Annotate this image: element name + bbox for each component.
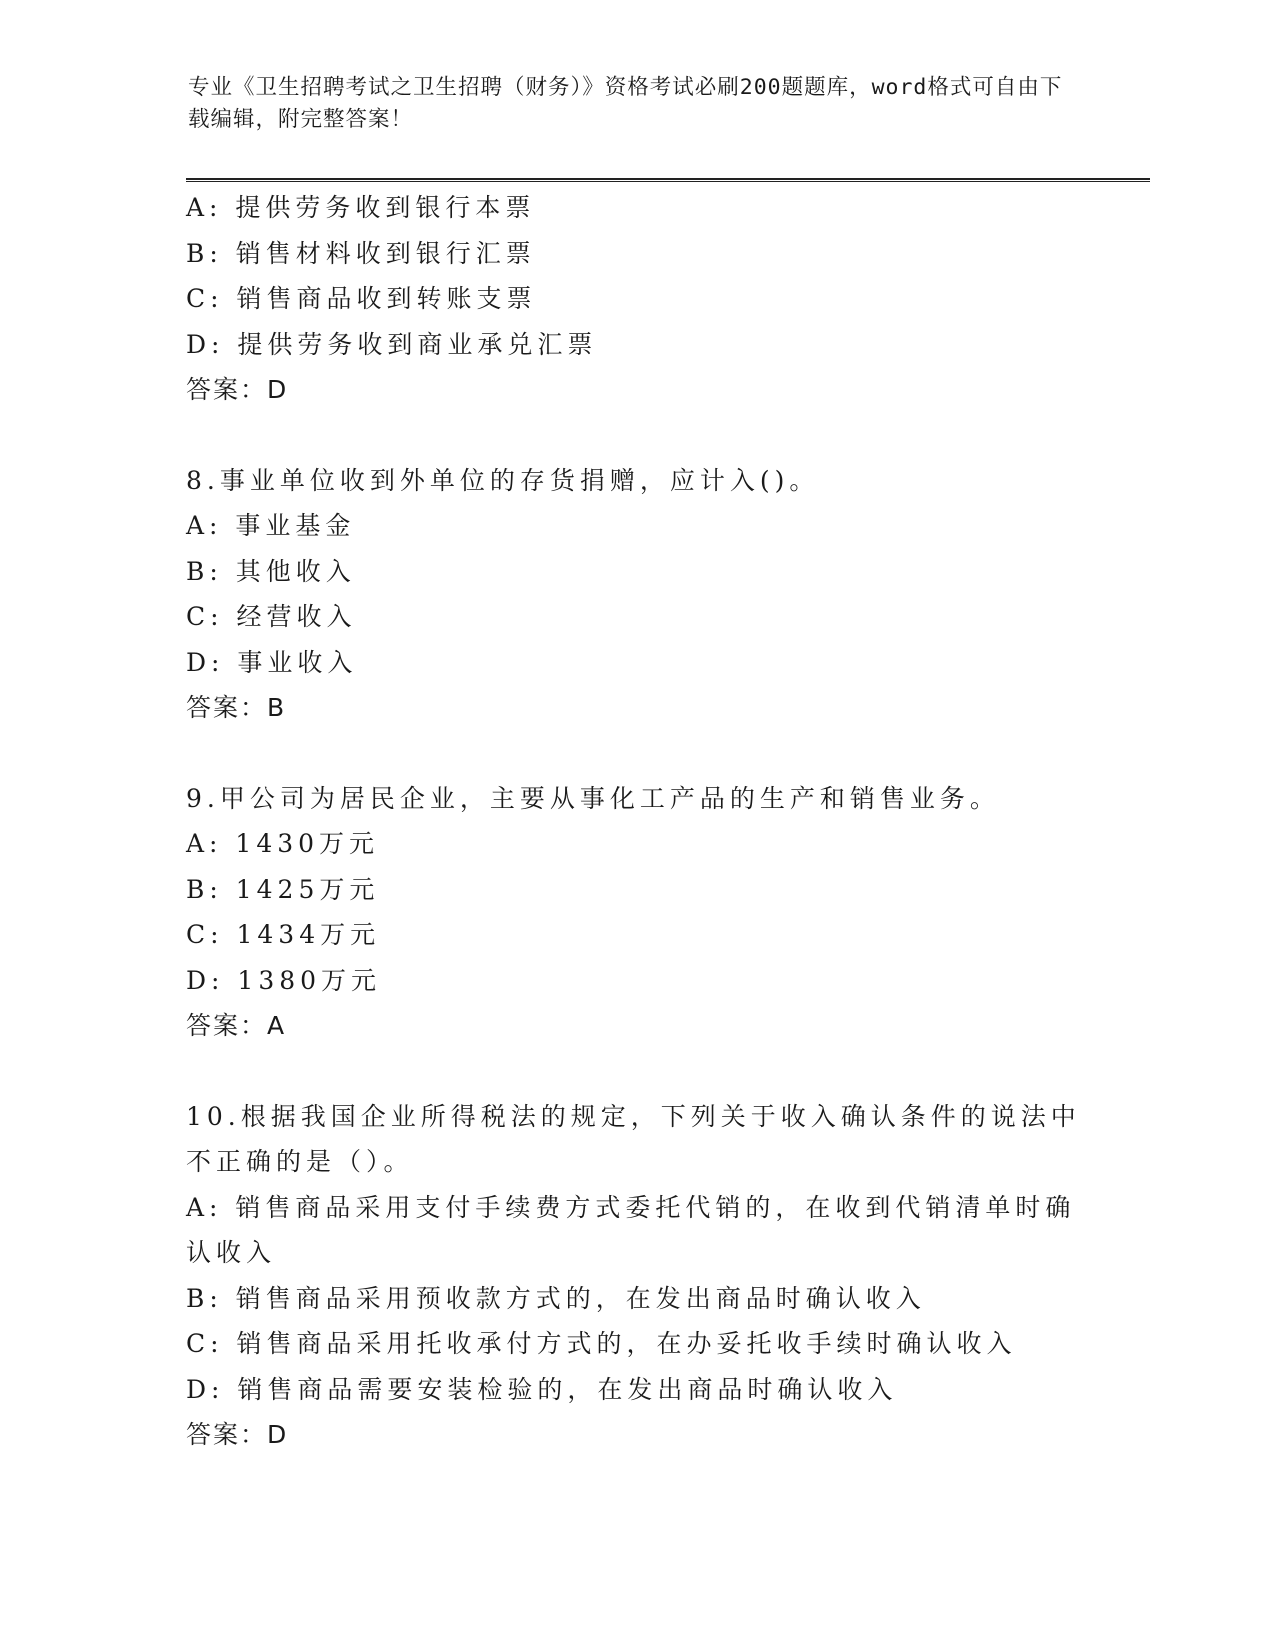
question-text: 9.甲公司为居民企业，主要从事化工产品的生产和销售业务。 xyxy=(186,783,1000,813)
question-text: 8.事业单位收到外单位的存货捐赠，应计入()。 xyxy=(186,465,820,495)
option-a: A: 1430万元 xyxy=(186,829,380,858)
question-text: 10.根据我国企业所得税法的规定，下列关于收入确认条件的说法中不正确的是（）。 xyxy=(186,1101,1081,1176)
option-b: B: 销售材料收到银行汇票 xyxy=(186,238,536,268)
question-7-continued xyxy=(186,185,1086,413)
option-b: B: 其他收入 xyxy=(186,556,356,586)
header-divider xyxy=(186,178,1150,182)
option-c: C: 1434万元 xyxy=(186,920,381,949)
page-header: 专业《卫生招聘考试之卫生招聘（财务）》资格考试必刷200题题库，word格式可自由下载编辑，附完整答案！ xyxy=(188,75,1063,132)
option-b: B: 1425万元 xyxy=(186,874,380,904)
question-9 xyxy=(186,776,1086,1049)
document-body xyxy=(186,185,1086,1458)
answer-line: 答案：A xyxy=(186,1011,287,1040)
option-b: B: 销售商品采用预收款方式的，在发出商品时确认收入 xyxy=(186,1283,926,1313)
answer-line: 答案：D xyxy=(186,1420,289,1449)
option-c: C: 销售商品采用托收承付方式的，在办妥托收手续时确认收入 xyxy=(186,1329,1017,1358)
option-a: A: 销售商品采用支付手续费方式委托代销的，在收到代销清单时确认收入 xyxy=(186,1192,1076,1267)
option-a: A: 提供劳务收到银行本票 xyxy=(186,193,536,222)
option-d: D: 销售商品需要安装检验的，在发出商品时确认收入 xyxy=(186,1374,898,1404)
option-d: D: 1380万元 xyxy=(186,965,382,995)
answer-line: 答案：B xyxy=(186,693,287,722)
option-d: D: 事业收入 xyxy=(186,647,358,677)
question-10 xyxy=(186,1094,1086,1458)
option-d: D: 提供劳务收到商业承兑汇票 xyxy=(186,329,598,359)
answer-line: 答案：D xyxy=(186,375,289,404)
option-a: A: 事业基金 xyxy=(186,511,356,540)
option-c: C: 经营收入 xyxy=(186,602,357,631)
question-8 xyxy=(186,458,1086,731)
option-c: C: 销售商品收到转账支票 xyxy=(186,284,537,313)
